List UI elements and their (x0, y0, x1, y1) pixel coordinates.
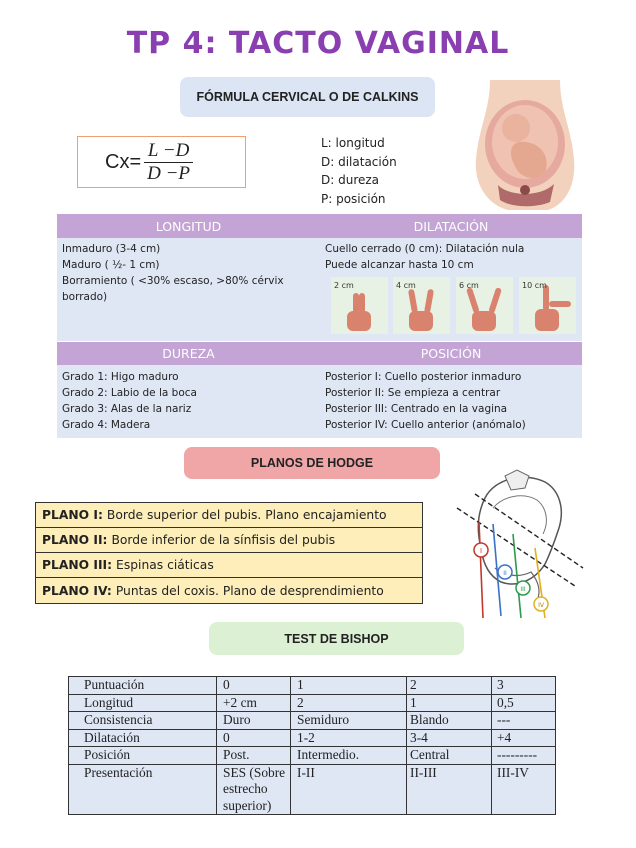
posicion-line: Posterior II: Se empieza a centrar (325, 387, 501, 399)
pregnancy-illustration (468, 80, 580, 210)
plane-name: PLANO III: (42, 558, 113, 572)
plane-desc: Borde superior del pubis. Plano encajamiento (106, 508, 387, 522)
bishop-row-label: Puntuación (69, 677, 217, 695)
bishop-row-label: Presentación (69, 764, 217, 815)
posicion-line: Posterior IV: Cuello anterior (anómalo) (325, 419, 526, 431)
bishop-cell: 0 (217, 729, 291, 747)
bishop-cell: 1-2 (291, 729, 407, 747)
formula-legend (321, 134, 397, 208)
bishop-row-label: Consistencia (69, 712, 217, 730)
bishop-table (68, 676, 556, 815)
plane-name: PLANO I: (42, 508, 103, 522)
dureza-line: Grado 1: Higo maduro (62, 371, 179, 383)
cell-dureza (57, 365, 320, 438)
longitud-line: Inmaduro (3-4 cm) (62, 243, 161, 255)
bishop-row (69, 764, 556, 815)
bishop-cell: Semiduro (291, 712, 407, 730)
plane-desc: Puntas del coxis. Plano de desprendimiento (115, 583, 384, 598)
formula-fraction (143, 140, 194, 185)
hodge-section-pill: PLANOS DE HODGE (184, 447, 440, 479)
header-longitud: LONGITUD (57, 214, 320, 238)
formula-cx: Cx= (105, 150, 142, 173)
dilatacion-line: Puede alcanzar hasta 10 cm (325, 259, 474, 271)
page-title: TP 4: TACTO VAGINAL (126, 26, 510, 61)
bishop-row-label: Dilatación (69, 729, 217, 747)
hand-10cm (519, 277, 576, 334)
bishop-cell: +4 (492, 729, 556, 747)
bishop-cell: 3-4 (407, 729, 492, 747)
hodge-plane-row (36, 528, 422, 553)
header-dilatacion: DILATACIÓN (320, 214, 582, 238)
bishop-cell: +2 cm (217, 694, 291, 712)
legend-item: D: dureza (321, 173, 380, 187)
posicion-line: Posterior I: Cuello posterior inmaduro (325, 371, 522, 383)
bishop-row (69, 747, 556, 765)
bishop-cell: 3 (492, 677, 556, 695)
legend-item: D: dilatación (321, 154, 397, 169)
formula-numerator: L −D (144, 140, 194, 163)
hand-label: 10 cm (522, 281, 547, 290)
formula-denominator: D −P (147, 162, 191, 184)
dureza-line: Grado 3: Alas de la nariz (62, 403, 192, 415)
bishop-cell: Central (407, 747, 492, 765)
diagram-label: IV (538, 602, 544, 609)
calkins-formula (77, 136, 246, 188)
cell-posicion (320, 365, 582, 438)
bishop-row (69, 694, 556, 712)
plane-desc: Borde inferior de la sínfisis del pubis (111, 533, 336, 547)
diagram-label: I (479, 547, 483, 555)
hand-2cm (331, 277, 388, 334)
header-posicion: POSICIÓN (320, 342, 582, 365)
bishop-cell: --------- (492, 747, 556, 765)
bishop-cell: 1 (291, 677, 407, 695)
bishop-cell: Duro (217, 712, 291, 730)
hand-label: 6 cm (459, 281, 479, 290)
dilatacion-line: Cuello cerrado (0 cm): Dilatación nula (325, 243, 525, 255)
bishop-header-row (69, 677, 556, 695)
hand-label: 4 cm (396, 281, 416, 290)
posicion-line: Posterior III: Centrado en la vagina (325, 403, 508, 415)
header-dureza: DUREZA (57, 342, 320, 365)
bishop-cell: 2 (291, 694, 407, 712)
bishop-cell: Blando (407, 712, 492, 730)
dureza-line: Grado 2: Labio de la boca (62, 387, 197, 399)
bishop-row-label: Posición (69, 747, 217, 765)
bishop-cell: 0 (217, 677, 291, 695)
legend-item: L: longitud (321, 136, 385, 150)
hand-6cm (456, 277, 513, 334)
bishop-row (69, 712, 556, 730)
diagram-label: II (503, 570, 507, 577)
dureza-line: Grado 4: Madera (62, 419, 151, 431)
bishop-cell: SES (Sobre estrecho superior) (217, 764, 291, 815)
bishop-section-pill: TEST DE BISHOP (209, 622, 464, 655)
bishop-cell: 0,5 (492, 694, 556, 712)
bishop-cell: 2 (407, 677, 492, 695)
hodge-planes-list (35, 502, 423, 604)
plane-desc: Espinas ciáticas (116, 558, 214, 572)
bishop-cell: I-II (291, 764, 407, 815)
bishop-cell: Post. (217, 747, 291, 765)
bishop-cell: II-III (407, 764, 492, 815)
hodge-plane-row (36, 503, 422, 528)
hand-4cm (393, 277, 450, 334)
legend-item: P: posición (321, 191, 386, 206)
diagram-label: III (520, 586, 526, 593)
bishop-cell: Intermedio. (291, 747, 407, 765)
plane-name: PLANO IV: (42, 583, 112, 598)
bishop-cell: --- (492, 712, 556, 730)
bishop-cell: 1 (407, 694, 492, 712)
hand-label: 2 cm (334, 281, 354, 290)
hodge-pelvis-diagram (455, 468, 585, 628)
bishop-cell: III-IV (492, 764, 556, 815)
calkins-section-pill: FÓRMULA CERVICAL O DE CALKINS (180, 77, 435, 117)
longitud-line: Borramiento ( <30% escaso, >80% cérvix borrado) (62, 275, 284, 303)
longitud-line: Maduro ( ½- 1 cm) (62, 259, 160, 271)
hodge-plane-row (36, 578, 422, 603)
cell-longitud (57, 238, 320, 341)
plane-name: PLANO II: (42, 533, 108, 547)
bishop-row-label: Longitud (69, 694, 217, 712)
bishop-row (69, 729, 556, 747)
hodge-plane-row (36, 553, 422, 578)
